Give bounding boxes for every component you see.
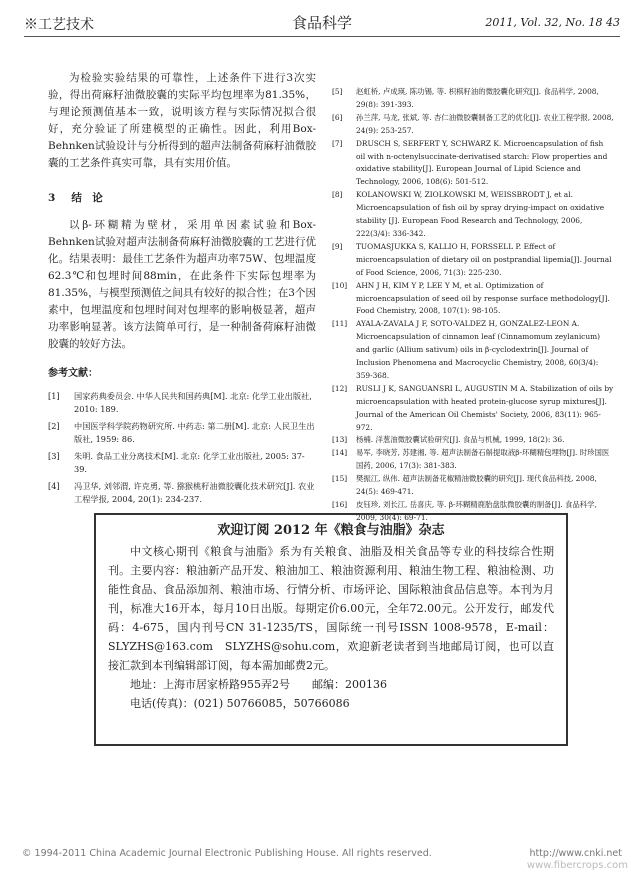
- ad-title: 欢迎订阅 2012 年《粮食与油脂》杂志: [217, 523, 445, 538]
- reference-text: 孙兰萍, 马龙, 张斌, 等. 杏仁油微胶囊制备工艺的优化[J]. 农业工程学报, 2008, 24(9): 253-257.: [356, 112, 614, 135]
- references-title: 参考文献：: [48, 368, 98, 379]
- page-header: [0, 0, 644, 34]
- reference-item: [48, 420, 316, 445]
- reference-item: [332, 86, 614, 112]
- reference-text: AHN J H, KIM Y P, LEE Y M, et al. Optimization of microencapsulation of seed oil by response surface methodology[J]. Food Chemistry, 2008, 107(1): 98-105.: [356, 280, 610, 316]
- left-column: [48, 70, 316, 510]
- reference-number: [8]: [332, 190, 343, 200]
- reference-list-right: [332, 86, 614, 525]
- ad-phone: 电话(传真)：(021) 50766085，50766086: [130, 697, 350, 710]
- reference-number: [15]: [332, 474, 348, 484]
- cnki-link[interactable]: http://www.cnki.net: [529, 848, 622, 859]
- reference-item: [332, 473, 614, 499]
- reference-text: 赵虹桥, 卢成瑛, 陈功锡, 等. 枳棋籽油的微胶囊化研究[J]. 食品科学, 2008, 29(8): 391-393.: [356, 87, 599, 109]
- reference-text: TUOMASJUKKA S, KALLIO H, FORSSELL P. Effect of microencapsulation of dietary oil on postprandial lipemia[J]. Journal of Food Science, 2006, 71(3): 225-230.: [356, 241, 612, 277]
- reference-number: [4]: [48, 481, 60, 491]
- reference-text: AYALA-ZAVALA J F, SOTO-VALDEZ H, GONZALEZ-LEON A. Microencapsulation of cinnamon leaf (Cinnamomum zeylanicum) and garlic (Allium sativum) oils in β-cyclodextrin[J]. Journal of Inclusion Phenomena and Macrocyclic Chemistry, 2008, 60(3/4): 359-368.: [356, 319, 600, 380]
- reference-item: [332, 189, 614, 241]
- reference-item: [48, 480, 316, 505]
- reference-number: [14]: [332, 448, 348, 458]
- reference-list-left: [48, 390, 316, 505]
- journal-name: 食品科学: [291, 14, 352, 32]
- reference-number: [6]: [332, 112, 343, 122]
- header-column-label: ※工艺技术: [24, 17, 94, 33]
- paragraph-verification: 为检验实验结果的可靠性，上述条件下进行3次实验，得出荷麻籽油微胶囊的实际平均包埋率为81.35%，与理论预测值基本一致，说明该方程与实际情况拟合很好，充分验证了所建模型的正确性。因此，利用Box-Behnken试验设计与分析得到的超声法制备荷麻籽油微胶囊的工艺条件真实可靠，具有实用价值。: [48, 72, 316, 169]
- reference-text: RUSLI J K, SANGUANSRI L, AUGUSTIN M A. Stabilization of oils by microencapsulation with heated protein-glucose syrup mixtures[J]. Journal of the American Oil Chemists' Society, 2006, 83(11): 965-972.: [356, 383, 614, 432]
- section-number: 3: [48, 192, 56, 204]
- subscription-ad-box: [94, 513, 568, 746]
- reference-number: [13]: [332, 435, 348, 445]
- reference-number: [5]: [332, 87, 343, 96]
- reference-text: DRUSCH S, SERFERT Y, SCHWARZ K. Microencapsulation of fish oil with n-octenylsuccinate-derivatised starch: Flow properties and oxidative stability[J]. European Journal of Lipid Science and Technology, 2006, 108(6): 501-512.: [356, 138, 608, 187]
- paragraph-conclusion: 以β-环糊精为壁材，采用单因素试验和Box-Behnken试验对超声法制备荷麻籽油微胶囊的工艺进行优化。结果表明：最佳工艺条件为超声功率75W、包埋温度62.3℃和包埋时间88min，在此条件下实际包埋率为81.35%，与模型预测值之间具有较好的拟合性；在3个因素中，包埋温度和包埋时间对包埋率的影响极显著，超声功率影响显著。该方法简单可行，是一种制备荷麻籽油微胶囊的较好方法。: [48, 219, 316, 350]
- copyright-text: © 1994-2011 China Academic Journal Electronic Publishing House. All rights reserved.: [22, 848, 432, 859]
- reference-number: [7]: [332, 138, 343, 148]
- reference-text: 樊振江, 纵伟. 超声法制备花椒精油微胶囊的研究[J]. 现代食品科技, 2008, 24(5): 469-471.: [356, 474, 597, 497]
- watermark: www.fibercrops.com: [526, 860, 628, 871]
- reference-number: [3]: [48, 451, 60, 461]
- reference-item: [332, 138, 614, 190]
- issue-and-page: 2011, Vol. 32, No. 18 43: [485, 16, 620, 29]
- reference-number: [12]: [332, 383, 348, 393]
- reference-number: [9]: [332, 241, 343, 251]
- reference-item: [332, 112, 614, 138]
- reference-text: 皮钰珍, 刘长江, 岳喜庆, 等. β-环糊精鹿胎盘肽微胶囊的制备[J]. 食品科学, 2009, 30(4): 69-71.: [356, 500, 597, 522]
- reference-item: [332, 280, 614, 319]
- reference-number: [1]: [48, 391, 60, 401]
- reference-number: [11]: [332, 319, 348, 329]
- reference-text: 冯卫华, 刘邻渭, 许克勇, 等. 猕猴桃籽油微胶囊化技术研究[J]. 农业工程学报, 2004, 20(1): 234-237.: [74, 481, 315, 504]
- reference-item: [332, 318, 614, 383]
- reference-text: 朱明. 食品工业分离技术[M]. 北京: 化学工业出版社, 2005: 37-39.: [74, 451, 305, 474]
- reference-text: 易军, 李晓芳, 苏建湘, 等. 超声法制备石斛提取液β-环糊精包埋物[J]. 时珍国医国药, 2006, 17(3): 381-383.: [356, 448, 610, 471]
- reference-number: [2]: [48, 421, 60, 431]
- ad-address: 地址：上海市居家桥路955弄2号 邮编：200136: [130, 678, 387, 691]
- reference-number: [16]: [332, 500, 348, 509]
- reference-item: [332, 434, 614, 447]
- reference-item: [332, 241, 614, 280]
- reference-item: [332, 447, 614, 473]
- section-title: 结 论: [71, 192, 103, 204]
- reference-text: KOLANOWSKI W, ZIOLKOWSKI M, WEISSBRODT J, et al. Microencapsulation of fish oil by spray drying-impact on oxidative stability [J]. European Food Research and Technology, 2006, 222(3/4): 336-342.: [356, 190, 605, 238]
- header-rule: [24, 36, 620, 37]
- reference-text: 国家药典委员会. 中华人民共和国药典[M]. 北京: 化学工业出版社, 2010: 189.: [74, 391, 312, 414]
- reference-number: [10]: [332, 280, 348, 290]
- reference-item: [332, 383, 614, 435]
- reference-item: [48, 390, 316, 415]
- reference-item: [48, 450, 316, 475]
- ad-body: 中文核心期刊《粮食与油脂》系为有关粮食、油脂及相关食品等专业的科技综合性期刊。主要内容：粮油新产品开发、粮油加工、粮油资源利用、粮油生物工程、粮油检测、功能性食品、食品添加剂、粮油市场、行情分析、市场评论、国际粮油食品信息等。本刊为月刊，标准大16开本，每月10日出版。每期定价6.00元，全年72.00元。公开发行，邮发代码：4-675，国内刊号CN 31-1235/TS，国际统一刊号ISSN 1008-9578，E-mail：SLYZHS@163.com SLYZHS@sohu.com，欢迎新老读者到当地邮局订阅，也可以直接汇款到本刊编辑部订阅，每本需加邮费2元。: [108, 545, 554, 672]
- reference-text: 杨楠. 洋葱油微胶囊试验研究[J]. 食品与机械, 1999, 18(2): 36.: [356, 435, 565, 445]
- section-heading: [48, 190, 316, 207]
- reference-text: 中国医学科学院药物研究所. 中药志: 第二册[M]. 北京: 人民卫生出版社, 1959: 86.: [74, 421, 315, 444]
